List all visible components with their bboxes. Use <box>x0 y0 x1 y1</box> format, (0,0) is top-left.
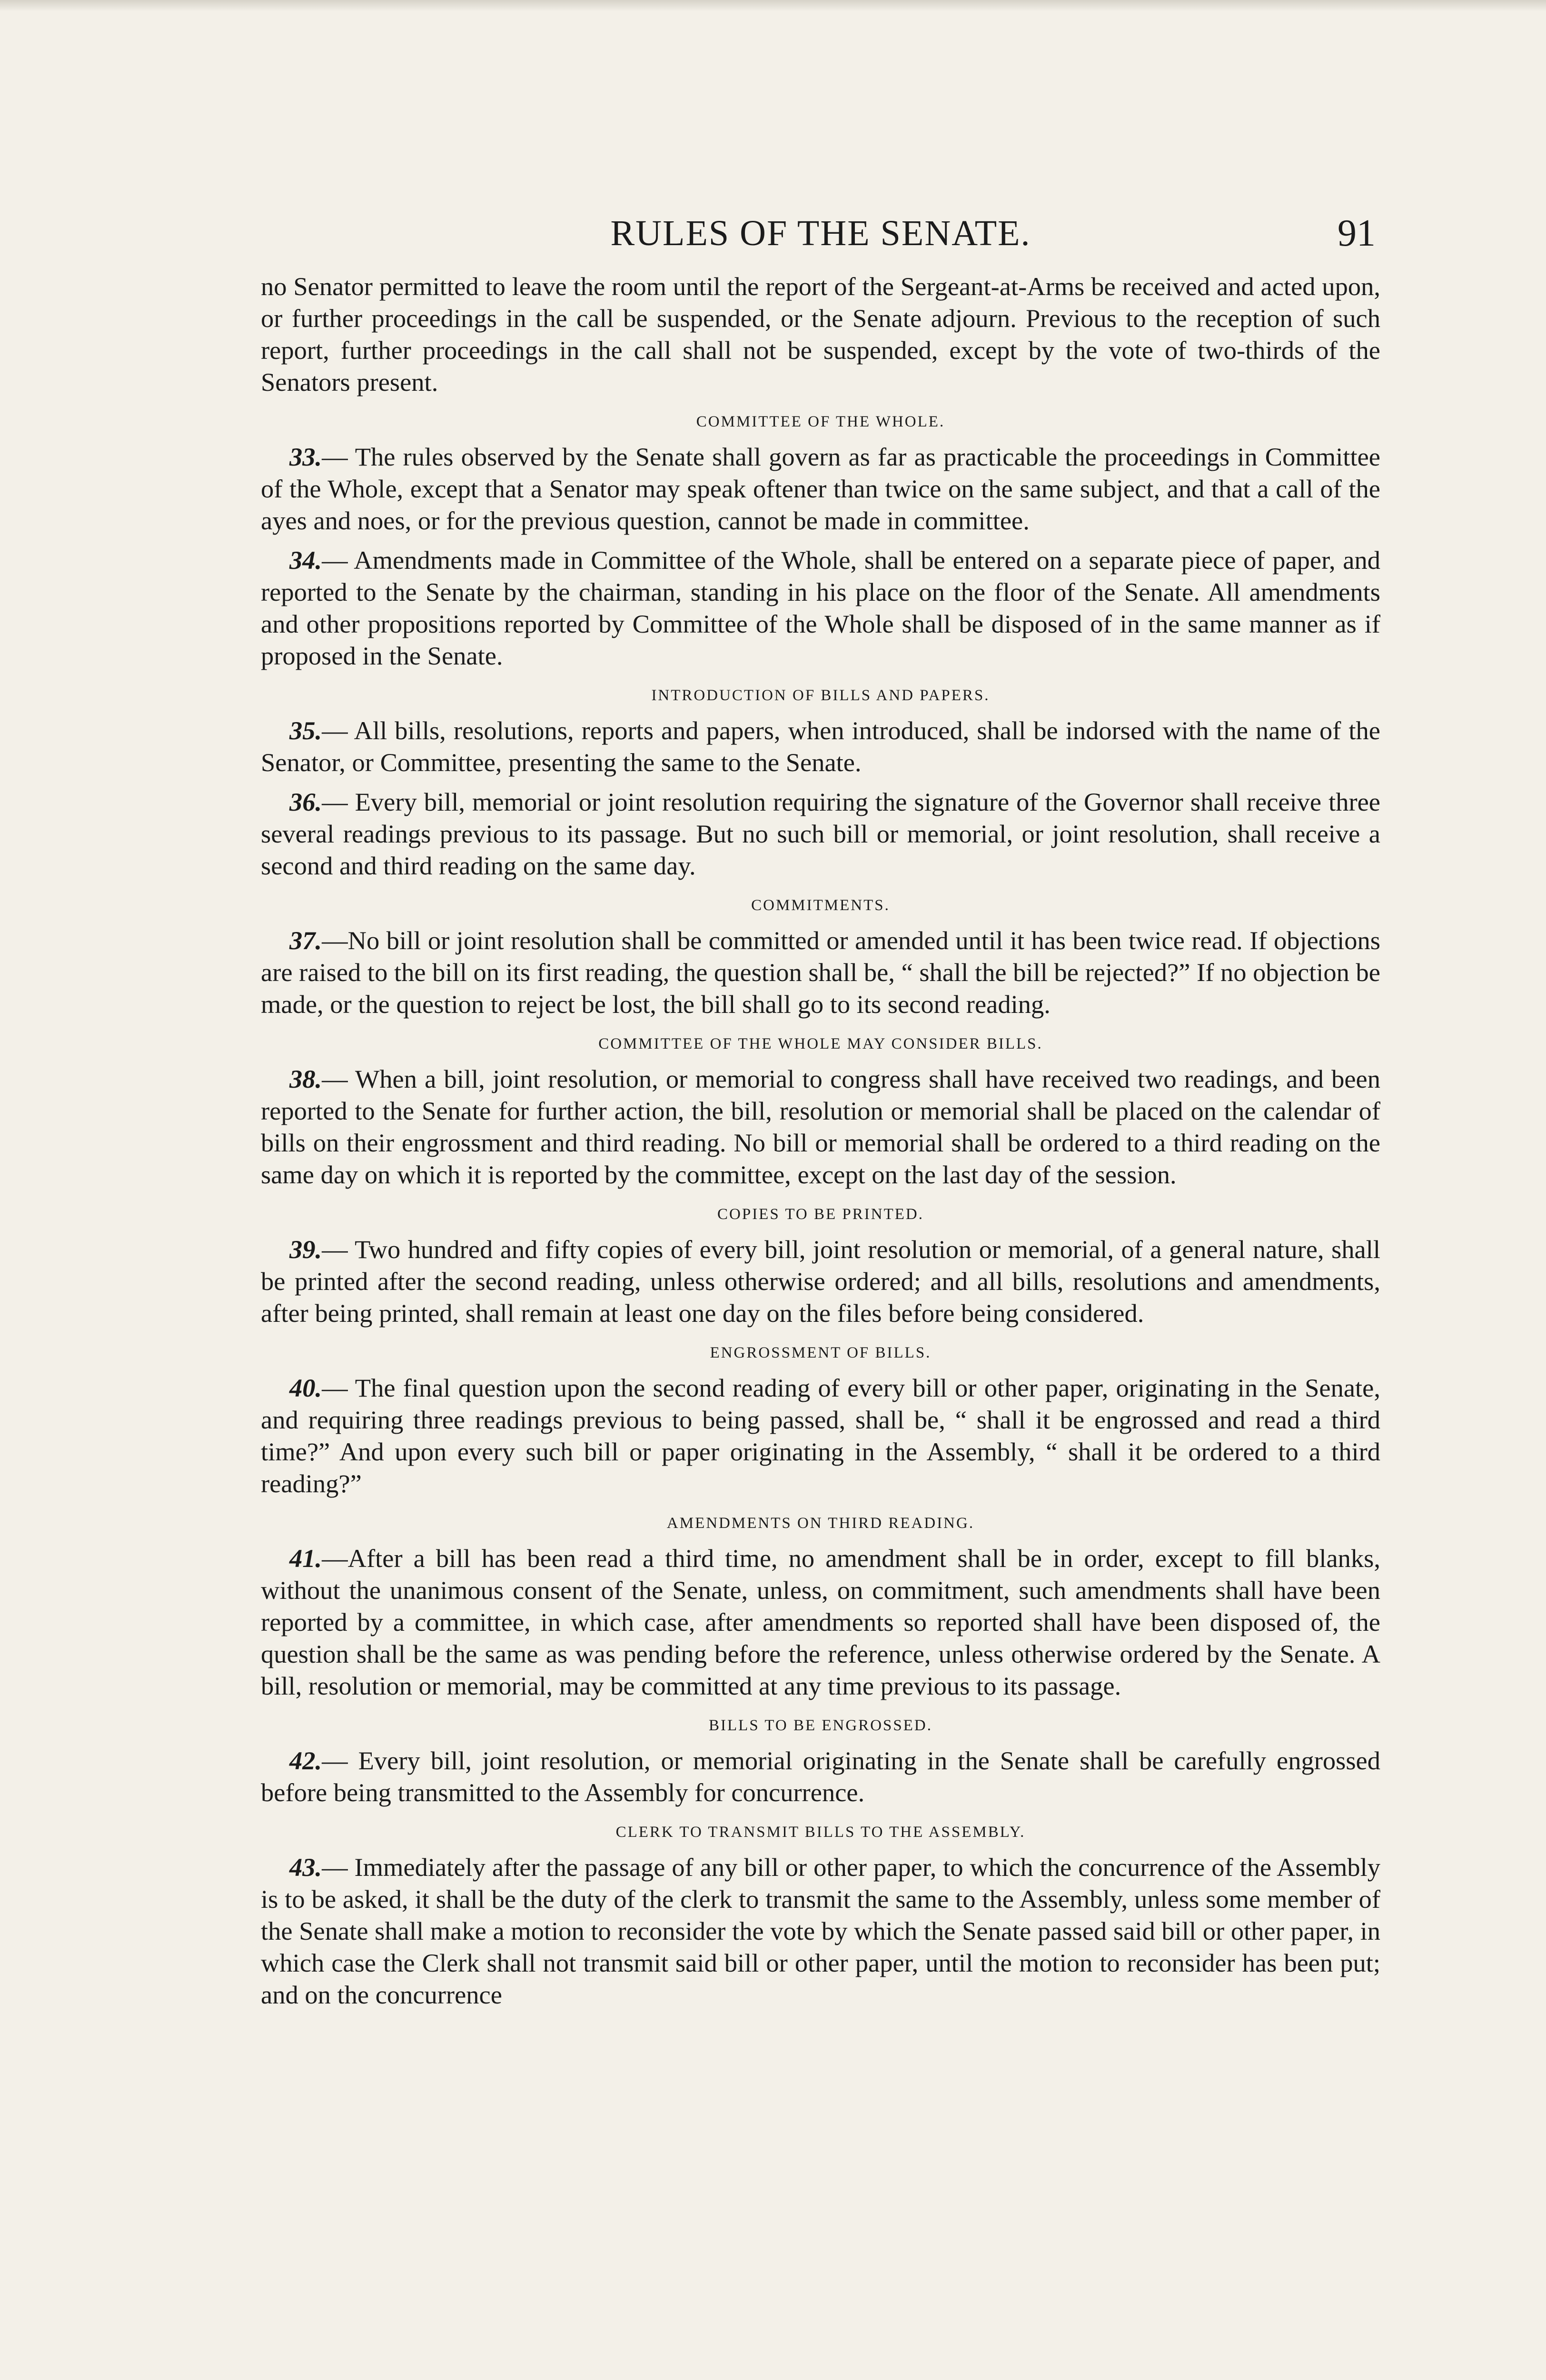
rule-paragraph <box>261 1372 1380 1499</box>
section-heading: COMMITTEE OF THE WHOLE. <box>696 413 945 430</box>
section-heading: ENGROSSMENT OF BILLS. <box>710 1344 932 1361</box>
rule-paragraph <box>261 544 1380 672</box>
rule-text: — All bills, resolutions, reports and papers, when introduced, shall be indorsed with the name of the Senator, or Committee, presenting the same to the Senate. <box>261 716 1380 777</box>
scan-edge <box>0 0 1546 11</box>
rule-number: 37. <box>289 926 322 955</box>
document-page <box>261 209 1380 2018</box>
rule-number: 41. <box>289 1544 322 1573</box>
rule-number: 39. <box>289 1235 322 1264</box>
rule-paragraph <box>261 1063 1380 1190</box>
rule-number: 33. <box>289 442 322 471</box>
rule-text: — Every bill, joint resolution, or memorial originating in the Senate shall be carefully engrossed before being transmitted to the Assembly for concurrence. <box>261 1746 1380 1807</box>
rule-paragraph <box>261 1851 1380 2011</box>
rule-number: 35. <box>289 716 322 745</box>
rule-text: — Every bill, memorial or joint resolution requiring the signature of the Governor shall receive three several readings previous to its passage. But no such bill or memorial, or joint resolution, shall receive a second and third reading on the same day. <box>261 787 1380 880</box>
rule-paragraph <box>261 441 1380 536</box>
section-heading: COPIES TO BE PRINTED. <box>717 1206 924 1223</box>
section-heading: COMMITTEE OF THE WHOLE MAY CONSIDER BILLS. <box>598 1035 1043 1052</box>
rule-text: — The rules observed by the Senate shall govern as far as practicable the proceedings in Committee of the Whole, except that a Senator may speak oftener than twice on the same subject, and that a call of the ayes and noes, or for the previous question, cannot be made in committee. <box>261 442 1380 535</box>
rule-text: —No bill or joint resolution shall be committed or amended until it has been twice read. If objections are raised to the bill on its first reading, the question shall be, “ shall the bill be rejected?” If no objection be made, or the question to reject be lost, the bill shall go to its second reading. <box>261 926 1380 1019</box>
rule-number: 42. <box>289 1746 322 1775</box>
section-heading: AMENDMENTS ON THIRD READING. <box>666 1515 975 1532</box>
rule-text: — When a bill, joint resolution, or memorial to congress shall have received two readings, and been reported to the Senate for further action, the bill, resolution or memorial shall be placed on the calendar of bills on their engrossment and third reading. No bill or memorial shall be ordered to a third reading on the same day on which it is reported by the committee, except on the last day of the session. <box>261 1064 1380 1189</box>
rule-number: 38. <box>289 1064 322 1093</box>
section-heading: COMMITMENTS. <box>751 897 890 914</box>
rule-number: 36. <box>289 787 322 816</box>
section-heading: BILLS TO BE ENGROSSED. <box>709 1717 932 1734</box>
rule-text: — The final question upon the second reading of every bill or other paper, originating in the Senate, and requiring three readings previous to being passed, shall be, “ shall it be engrossed and read a third time?” And upon every such bill or paper originating in the Assembly, “ shall it be ordered to a third reading?” <box>261 1373 1380 1498</box>
rule-paragraph <box>261 924 1380 1020</box>
rule-paragraph <box>261 1745 1380 1808</box>
continuation-paragraph: no Senator permitted to leave the room until the report of the Sergeant-at-Arms be received and acted upon, or further proceedings in the call be suspended, or the Senate adjourn. Previous to the reception of such report, further proceedings in the call shall not be suspended, except by the vote of two-thirds of the Senators present. <box>261 272 1380 397</box>
rule-paragraph <box>261 1233 1380 1329</box>
page-title: RULES OF THE SENATE. <box>610 213 1031 253</box>
rule-paragraph <box>261 786 1380 882</box>
rule-number: 40. <box>289 1373 322 1402</box>
rule-paragraph <box>261 714 1380 778</box>
rules-body <box>261 412 1380 2011</box>
section-heading: CLERK TO TRANSMIT BILLS TO THE ASSEMBLY. <box>615 1824 1026 1841</box>
page-number: 91 <box>1338 212 1376 254</box>
rule-text: —After a bill has been read a third time, no amendment shall be in order, except to fill blanks, without the unanimous consent of the Senate, unless, on commitment, such amendments shall have been reported by a committee, in which case, after amendments so reported shall have been disposed of, the question shall be the same as was pending before the reference, unless otherwise ordered by the Senate. A bill, resolution or memorial, may be committed at any time previous to its passage. <box>261 1544 1380 1700</box>
rule-number: 43. <box>289 1853 322 1882</box>
rule-text: — Immediately after the passage of any bill or other paper, to which the concurrence of the Assembly is to be asked, it shall be the duty of the clerk to transmit the same to the Assembly, unless some member of the Senate shall make a motion to reconsider the vote by which the Senate passed said bill or other paper, in which case the Clerk shall not transmit said bill or other paper, until the motion to reconsider has been put; and on the concurrence <box>261 1853 1380 2009</box>
running-head <box>261 209 1380 267</box>
rule-number: 34. <box>289 545 322 575</box>
rule-text: — Two hundred and fifty copies of every bill, joint resolution or memorial, of a general nature, shall be printed after the second reading, unless otherwise ordered; and all bills, resolutions and amendments, after being printed, shall remain at least one day on the files before being considered. <box>261 1235 1380 1328</box>
rule-paragraph <box>261 1542 1380 1702</box>
rule-text: — Amendments made in Committee of the Whole, shall be entered on a separate piece of paper, and reported to the Senate by the chairman, standing in his place on the floor of the Senate. All amendments and other propositions reported by Committee of the Whole shall be disposed of in the same manner as if proposed in the Senate. <box>261 545 1380 670</box>
section-heading: INTRODUCTION OF BILLS AND PAPERS. <box>651 687 990 704</box>
